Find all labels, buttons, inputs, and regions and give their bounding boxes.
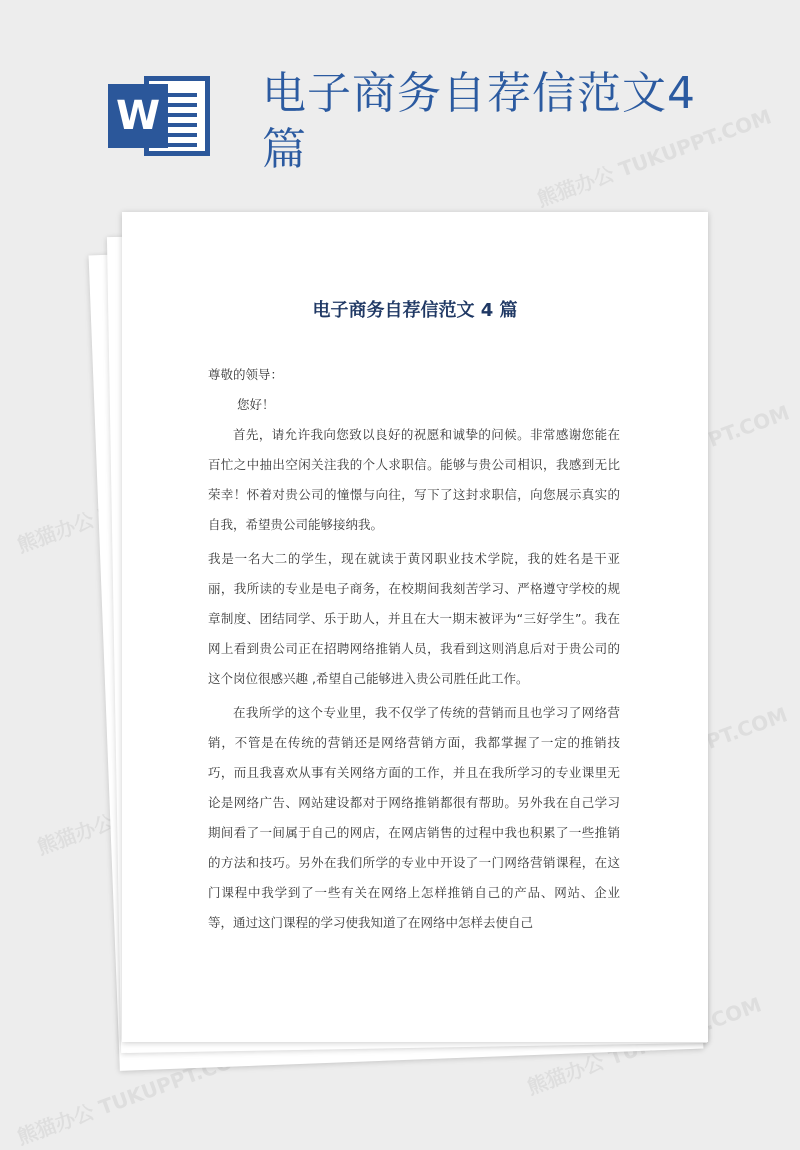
paragraph: 在我所学的这个专业里，我不仅学了传统的营销而且也学习了网络营销，不管是在传统的营销还是网络营销方面，我都掌握了一定的推销技巧，而且我喜欢从事有关网络方面的工作，并且在我所学习的专业课里无论是网络广告、网站建设都对于网络推销都很有帮助。另外我在自己学习期间看了一间属于自己的网店，在网店销售的过程中我也积累了一些推销的方法和技巧。另外在我们所学的专业中开设了一门网络营销课程，在这门课程中我学到了一些有关在网络上怎样推销自己的产品、网站、企业等，通过这门课程的学习使我知道了在网络中怎样去使自己 xyxy=(208,705,620,930)
watermark: 熊猫办公 xyxy=(523,1049,608,1100)
page-title: 电子商务自荐信范文4篇 xyxy=(262,68,696,175)
watermark: 熊猫办公 xyxy=(33,809,118,860)
word-letter-icon: W xyxy=(108,84,168,148)
document-page xyxy=(122,212,708,1042)
watermark: 熊猫办公 TUKUPPT.COM xyxy=(533,104,775,212)
salutation: 尊敬的领导： xyxy=(208,367,284,382)
watermark: 熊猫办公 TUKUPPT.COM xyxy=(13,1042,255,1150)
watermark: TUKUPPT.COM xyxy=(633,400,793,478)
greeting: 您好！ xyxy=(237,397,275,412)
paragraph: 首先，请允许我向您致以良好的祝愿和诚挚的问候。非常感谢您能在百忙之中抽出空闲关注我的个人求职信。能够与贵公司相识，我感到无比荣幸！怀着对贵公司的憧憬与向往，写下了这封求职信，向您展示真实的自我，希望贵公司能够接纳我。 xyxy=(208,427,620,532)
document-title: 电子商务自荐信范文 4 篇 xyxy=(312,300,518,321)
document-body xyxy=(208,360,620,938)
watermark: 熊猫办公 xyxy=(13,507,98,558)
paragraph: 我是一名大二的学生，现在就读于黄冈职业技术学院，我的姓名是干亚丽，我所读的专业是电子商务，在校期间我刻苦学习、严格遵守学校的规章制度、团结同学、乐于助人，并且在大一期末被评为“三好学生”。我在网上看到贵公司正在招聘网络推销人员，我看到这则消息后对于贵公司的这个岗位很感兴趣 ,希望自己能够进入贵公司胜任此工作。 xyxy=(208,551,620,686)
watermark: TUKUPPT.COM xyxy=(631,702,791,780)
header xyxy=(0,0,800,200)
word-document-icon xyxy=(108,76,216,156)
